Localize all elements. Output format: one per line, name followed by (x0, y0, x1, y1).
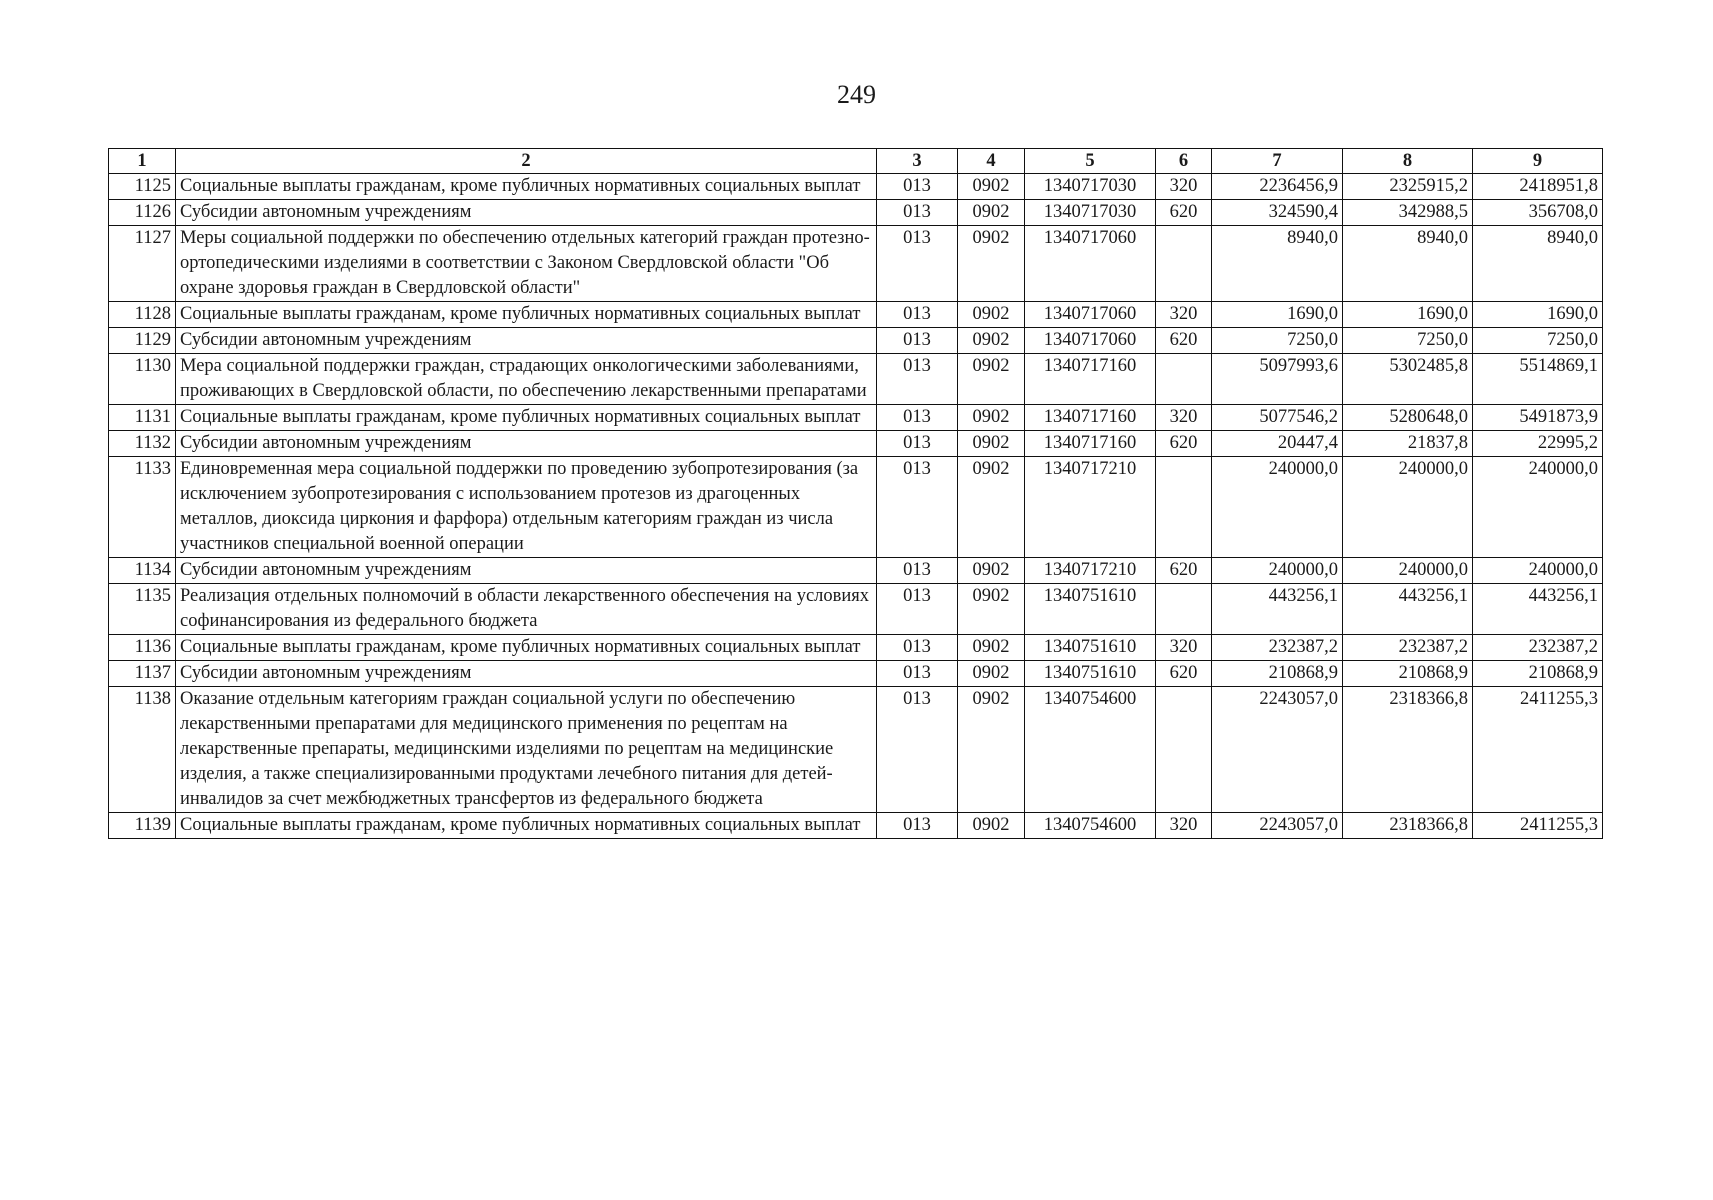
description-cell: Субсидии автономным учреждениям (176, 558, 877, 584)
budget-table (108, 148, 1603, 839)
target-article-cell: 1340751610 (1025, 661, 1156, 687)
row-number-cell: 1136 (109, 635, 176, 661)
description-cell: Социальные выплаты гражданам, кроме публичных нормативных социальных выплат (176, 302, 877, 328)
header-row (109, 149, 1603, 174)
amount-cell: 2236456,9 (1212, 174, 1343, 200)
expense-type-cell: 320 (1156, 174, 1212, 200)
row-number-cell: 1134 (109, 558, 176, 584)
amount-cell: 7250,0 (1212, 328, 1343, 354)
section-code-cell: 0902 (958, 431, 1025, 457)
ministry-code-cell: 013 (877, 661, 958, 687)
section-code-cell: 0902 (958, 200, 1025, 226)
section-code-cell: 0902 (958, 405, 1025, 431)
amount-cell: 240000,0 (1343, 558, 1473, 584)
section-code-cell: 0902 (958, 687, 1025, 813)
row-number-cell: 1138 (109, 687, 176, 813)
row-number-cell: 1137 (109, 661, 176, 687)
section-code-cell: 0902 (958, 661, 1025, 687)
expense-type-cell (1156, 457, 1212, 558)
row-number-cell: 1131 (109, 405, 176, 431)
column-header: 9 (1473, 149, 1603, 174)
amount-cell: 342988,5 (1343, 200, 1473, 226)
amount-cell: 1690,0 (1473, 302, 1603, 328)
amount-cell: 5302485,8 (1343, 354, 1473, 405)
ministry-code-cell: 013 (877, 226, 958, 302)
amount-cell: 5097993,6 (1212, 354, 1343, 405)
amount-cell: 210868,9 (1343, 661, 1473, 687)
amount-cell: 240000,0 (1212, 558, 1343, 584)
ministry-code-cell: 013 (877, 457, 958, 558)
table-row (109, 584, 1603, 635)
amount-cell: 5514869,1 (1473, 354, 1603, 405)
row-number-cell: 1128 (109, 302, 176, 328)
expense-type-cell (1156, 354, 1212, 405)
target-article-cell: 1340717030 (1025, 174, 1156, 200)
column-header: 6 (1156, 149, 1212, 174)
expense-type-cell: 620 (1156, 200, 1212, 226)
expense-type-cell: 320 (1156, 813, 1212, 839)
amount-cell: 1690,0 (1343, 302, 1473, 328)
section-code-cell: 0902 (958, 635, 1025, 661)
description-cell: Социальные выплаты гражданам, кроме публичных нормативных социальных выплат (176, 813, 877, 839)
row-number-cell: 1130 (109, 354, 176, 405)
description-cell: Субсидии автономным учреждениям (176, 431, 877, 457)
page-number: 249 (837, 80, 876, 109)
amount-cell: 2318366,8 (1343, 687, 1473, 813)
target-article-cell: 1340717210 (1025, 457, 1156, 558)
ministry-code-cell: 013 (877, 813, 958, 839)
column-header: 5 (1025, 149, 1156, 174)
ministry-code-cell: 013 (877, 431, 958, 457)
target-article-cell: 1340751610 (1025, 584, 1156, 635)
table-row (109, 661, 1603, 687)
table-row (109, 302, 1603, 328)
ministry-code-cell: 013 (877, 558, 958, 584)
amount-cell: 324590,4 (1212, 200, 1343, 226)
amount-cell: 8940,0 (1473, 226, 1603, 302)
amount-cell: 2243057,0 (1212, 813, 1343, 839)
expense-type-cell: 620 (1156, 431, 1212, 457)
expense-type-cell: 320 (1156, 635, 1212, 661)
amount-cell: 5280648,0 (1343, 405, 1473, 431)
row-number-cell: 1125 (109, 174, 176, 200)
target-article-cell: 1340717060 (1025, 226, 1156, 302)
section-code-cell: 0902 (958, 302, 1025, 328)
expense-type-cell: 620 (1156, 558, 1212, 584)
table-row (109, 405, 1603, 431)
row-number-cell: 1132 (109, 431, 176, 457)
row-number-cell: 1126 (109, 200, 176, 226)
section-code-cell: 0902 (958, 174, 1025, 200)
column-header: 2 (176, 149, 877, 174)
amount-cell: 2318366,8 (1343, 813, 1473, 839)
amount-cell: 443256,1 (1473, 584, 1603, 635)
section-code-cell: 0902 (958, 813, 1025, 839)
table-row (109, 328, 1603, 354)
amount-cell: 240000,0 (1343, 457, 1473, 558)
description-cell: Социальные выплаты гражданам, кроме публичных нормативных социальных выплат (176, 174, 877, 200)
amount-cell: 7250,0 (1473, 328, 1603, 354)
description-cell: Социальные выплаты гражданам, кроме публичных нормативных социальных выплат (176, 635, 877, 661)
row-number-cell: 1129 (109, 328, 176, 354)
table-row (109, 687, 1603, 813)
expense-type-cell (1156, 687, 1212, 813)
expense-type-cell: 320 (1156, 405, 1212, 431)
column-header: 8 (1343, 149, 1473, 174)
amount-cell: 8940,0 (1212, 226, 1343, 302)
amount-cell: 8940,0 (1343, 226, 1473, 302)
expense-type-cell (1156, 584, 1212, 635)
table-row (109, 635, 1603, 661)
target-article-cell: 1340717160 (1025, 405, 1156, 431)
ministry-code-cell: 013 (877, 328, 958, 354)
table-row (109, 226, 1603, 302)
amount-cell: 2325915,2 (1343, 174, 1473, 200)
amount-cell: 210868,9 (1473, 661, 1603, 687)
target-article-cell: 1340717160 (1025, 354, 1156, 405)
amount-cell: 232387,2 (1473, 635, 1603, 661)
section-code-cell: 0902 (958, 226, 1025, 302)
ministry-code-cell: 013 (877, 405, 958, 431)
table-row (109, 558, 1603, 584)
description-cell: Оказание отдельным категориям граждан социальной услуги по обеспечению лекарственными препаратами для медицинского применения по рецептам на лекарственные препараты, медицинскими изделиями по рецептам на медицинские изделия, а также специализированными продуктами лечебного питания для детей-инвалидов за счет межбюджетных трансфертов из федерального бюджета (176, 687, 877, 813)
expense-type-cell (1156, 226, 1212, 302)
section-code-cell: 0902 (958, 328, 1025, 354)
row-number-cell: 1127 (109, 226, 176, 302)
expense-type-cell: 620 (1156, 661, 1212, 687)
amount-cell: 21837,8 (1343, 431, 1473, 457)
amount-cell: 5491873,9 (1473, 405, 1603, 431)
description-cell: Субсидии автономным учреждениям (176, 328, 877, 354)
row-number-cell: 1135 (109, 584, 176, 635)
amount-cell: 240000,0 (1212, 457, 1343, 558)
expense-type-cell: 320 (1156, 302, 1212, 328)
ministry-code-cell: 013 (877, 174, 958, 200)
amount-cell: 20447,4 (1212, 431, 1343, 457)
section-code-cell: 0902 (958, 457, 1025, 558)
target-article-cell: 1340717060 (1025, 328, 1156, 354)
table-row (109, 200, 1603, 226)
amount-cell: 2411255,3 (1473, 687, 1603, 813)
table-row (109, 431, 1603, 457)
ministry-code-cell: 013 (877, 635, 958, 661)
column-header: 1 (109, 149, 176, 174)
amount-cell: 2418951,8 (1473, 174, 1603, 200)
row-number-cell: 1133 (109, 457, 176, 558)
ministry-code-cell: 013 (877, 687, 958, 813)
row-number-cell: 1139 (109, 813, 176, 839)
column-header: 3 (877, 149, 958, 174)
target-article-cell: 1340754600 (1025, 687, 1156, 813)
table-header (109, 149, 1603, 174)
column-header: 4 (958, 149, 1025, 174)
section-code-cell: 0902 (958, 558, 1025, 584)
expense-type-cell: 620 (1156, 328, 1212, 354)
amount-cell: 210868,9 (1212, 661, 1343, 687)
ministry-code-cell: 013 (877, 584, 958, 635)
target-article-cell: 1340717210 (1025, 558, 1156, 584)
description-cell: Субсидии автономным учреждениям (176, 661, 877, 687)
amount-cell: 22995,2 (1473, 431, 1603, 457)
table-row (109, 174, 1603, 200)
table-body (109, 174, 1603, 839)
amount-cell: 443256,1 (1343, 584, 1473, 635)
ministry-code-cell: 013 (877, 302, 958, 328)
table-row (109, 457, 1603, 558)
description-cell: Единовременная мера социальной поддержки по проведению зубопротезирования (за исключением зубопротезирования с использованием протезов из драгоценных металлов, диоксида циркония и фарфора) отдельным категориям граждан из числа участников специальной военной операции (176, 457, 877, 558)
section-code-cell: 0902 (958, 354, 1025, 405)
amount-cell: 356708,0 (1473, 200, 1603, 226)
ministry-code-cell: 013 (877, 200, 958, 226)
description-cell: Мера социальной поддержки граждан, страдающих онкологическими заболеваниями, проживающих в Свердловской области, по обеспечению лекарственными препаратами (176, 354, 877, 405)
amount-cell: 2243057,0 (1212, 687, 1343, 813)
description-cell: Субсидии автономным учреждениям (176, 200, 877, 226)
amount-cell: 7250,0 (1343, 328, 1473, 354)
target-article-cell: 1340717060 (1025, 302, 1156, 328)
table-row (109, 813, 1603, 839)
amount-cell: 1690,0 (1212, 302, 1343, 328)
column-header: 7 (1212, 149, 1343, 174)
amount-cell: 240000,0 (1473, 558, 1603, 584)
target-article-cell: 1340717030 (1025, 200, 1156, 226)
description-cell: Реализация отдельных полномочий в области лекарственного обеспечения на условиях софинансирования из федерального бюджета (176, 584, 877, 635)
section-code-cell: 0902 (958, 584, 1025, 635)
description-cell: Социальные выплаты гражданам, кроме публичных нормативных социальных выплат (176, 405, 877, 431)
target-article-cell: 1340751610 (1025, 635, 1156, 661)
amount-cell: 232387,2 (1343, 635, 1473, 661)
amount-cell: 232387,2 (1212, 635, 1343, 661)
amount-cell: 5077546,2 (1212, 405, 1343, 431)
amount-cell: 240000,0 (1473, 457, 1603, 558)
table-row (109, 354, 1603, 405)
ministry-code-cell: 013 (877, 354, 958, 405)
amount-cell: 2411255,3 (1473, 813, 1603, 839)
target-article-cell: 1340754600 (1025, 813, 1156, 839)
target-article-cell: 1340717160 (1025, 431, 1156, 457)
description-cell: Меры социальной поддержки по обеспечению отдельных категорий граждан протезно-ортопедическими изделиями в соответствии с Законом Свердловской области "Об охране здоровья граждан в Свердловской области" (176, 226, 877, 302)
amount-cell: 443256,1 (1212, 584, 1343, 635)
